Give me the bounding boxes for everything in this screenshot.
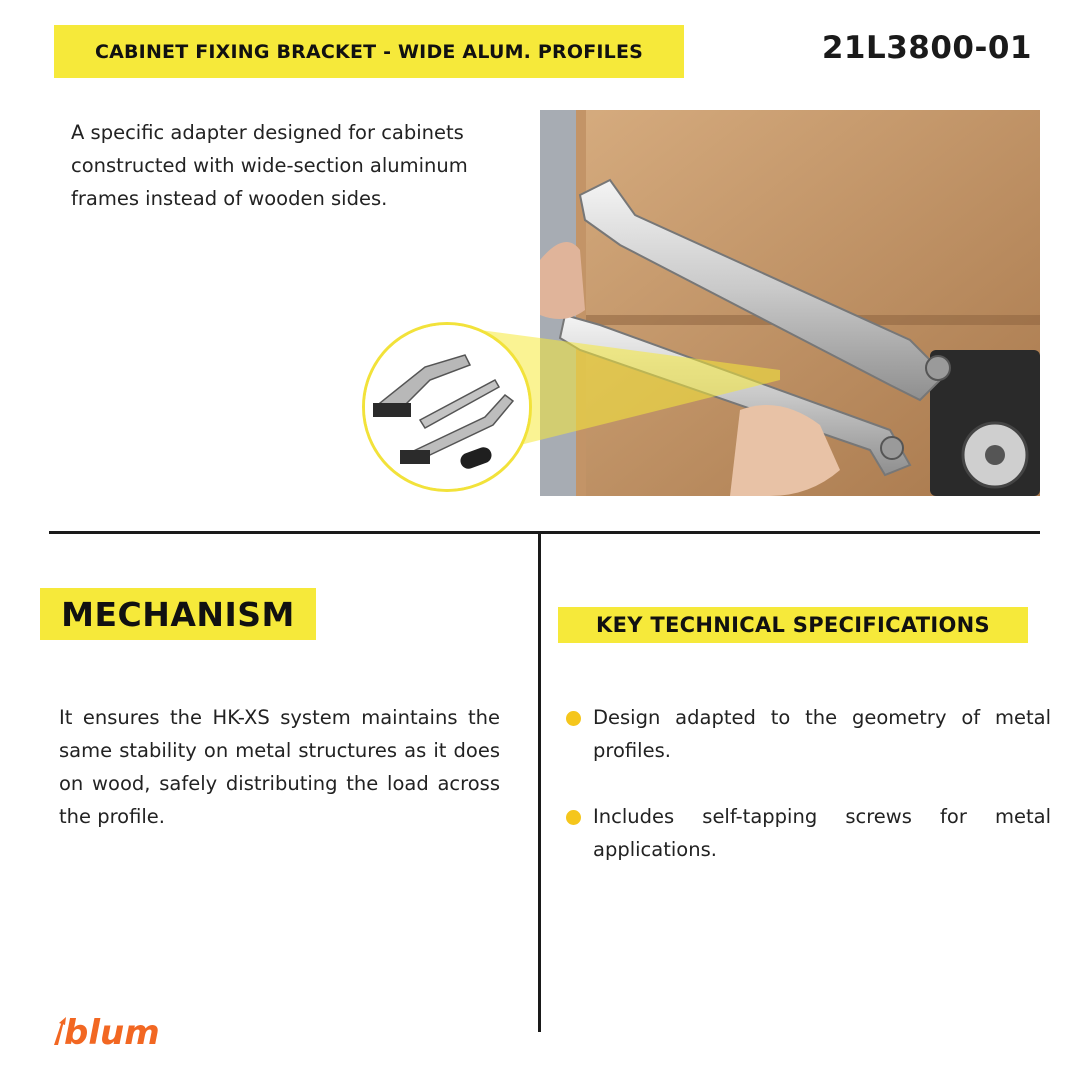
specs-list bbox=[566, 701, 1051, 899]
spec-item-text: Includes self-tapping screws for metal applications. bbox=[593, 805, 1051, 861]
spec-item-text: Design adapted to the geometry of metal profiles. bbox=[593, 706, 1051, 762]
bullet-icon bbox=[566, 810, 581, 825]
mechanism-heading: MECHANISM bbox=[61, 594, 295, 634]
page-title: CABINET FIXING BRACKET - WIDE ALUM. PROFILES bbox=[94, 40, 644, 63]
zoom-detail-circle bbox=[362, 322, 532, 492]
spec-item bbox=[566, 701, 1051, 767]
vertical-divider bbox=[538, 533, 541, 1032]
bullet-icon bbox=[566, 711, 581, 726]
title-banner bbox=[54, 25, 684, 78]
horizontal-divider bbox=[49, 531, 1040, 534]
product-code: 21L3800-01 bbox=[821, 30, 1032, 66]
blum-logo bbox=[50, 1011, 190, 1051]
mechanism-text: It ensures the HK-XS system maintains the same stability on metal structures as it does on wood, safely distributing the load across the profile. bbox=[59, 706, 500, 828]
specs-heading: KEY TECHNICAL SPECIFICATIONS bbox=[596, 613, 990, 637]
brand-name: blum bbox=[64, 1013, 160, 1051]
mechanism-heading-banner bbox=[40, 588, 316, 640]
spec-item bbox=[566, 800, 1051, 866]
specs-heading-banner bbox=[558, 607, 1028, 643]
bracket-kit-detail bbox=[365, 325, 529, 489]
intro-text: A specific adapter designed for cabinets constructed with wide-section aluminum frames instead of wooden sides. bbox=[71, 121, 468, 210]
